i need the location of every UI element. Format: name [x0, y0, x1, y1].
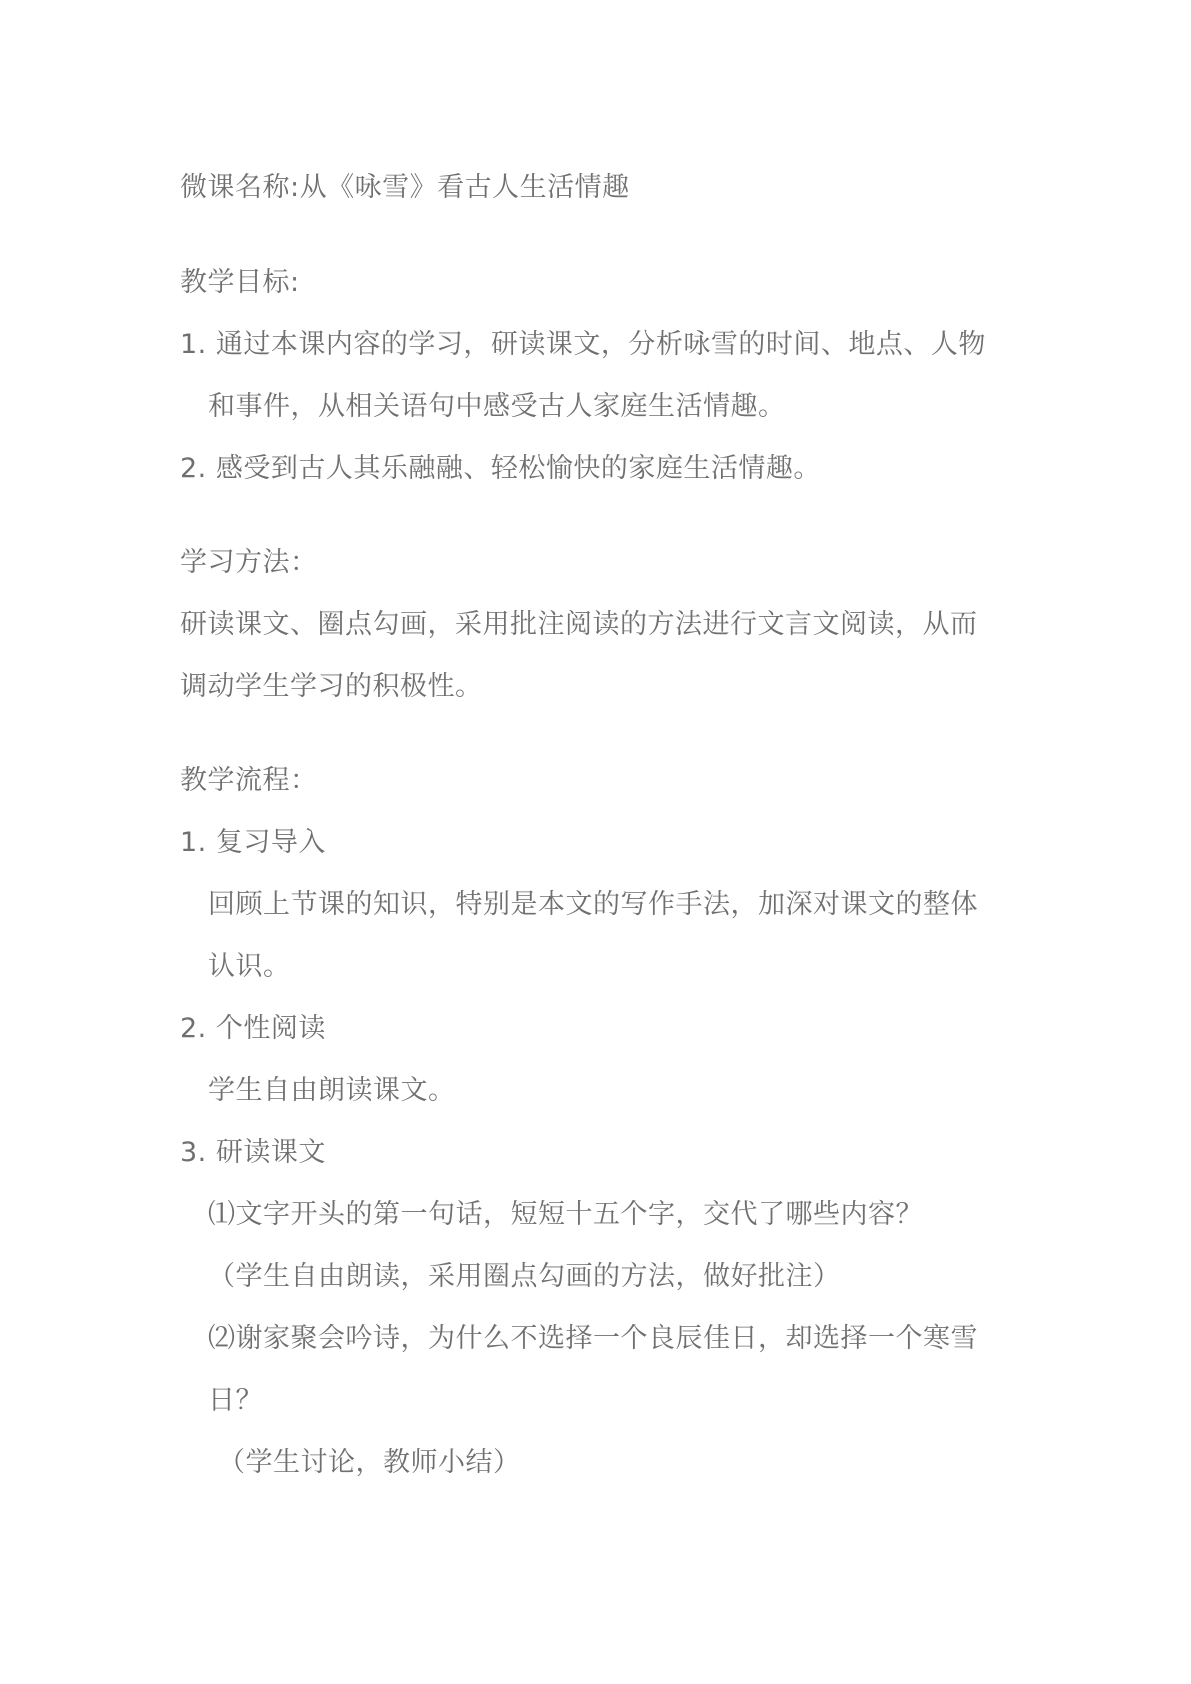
- question-2-note: （学生讨论，教师小结）: [218, 1447, 521, 1478]
- step-2-line-1: 学生自由朗读课文。: [208, 1075, 456, 1106]
- question-2-line-1: ⑵谢家聚会吟诗，为什么不选择一个良辰佳日，却选择一个寒雪: [208, 1323, 978, 1354]
- step-1-line-1: 回顾上节课的知识，特别是本文的写作手法，加深对课文的整体: [208, 889, 978, 920]
- question-2-line-2: 日？: [208, 1385, 263, 1416]
- goals-heading: 教学目标:: [180, 267, 300, 298]
- process-heading: 教学流程：: [180, 765, 318, 796]
- goal-1-line-1: 1. 通过本课内容的学习，研读课文，分析咏雪的时间、地点、人物: [180, 329, 986, 360]
- step-3-title: 3. 研读课文: [180, 1137, 326, 1168]
- step-2-title: 2. 个性阅读: [180, 1013, 326, 1044]
- step-1-line-2: 认识。: [208, 951, 291, 982]
- question-1-note: （学生自由朗读，采用圈点勾画的方法，做好批注）: [208, 1261, 841, 1292]
- goal-1-line-2: 和事件，从相关语句中感受古人家庭生活情趣。: [208, 391, 786, 422]
- method-heading: 学习方法：: [180, 547, 318, 578]
- lesson-title: 微课名称:从《咏雪》看古人生活情趣: [180, 172, 630, 203]
- goal-2: 2. 感受到古人其乐融融、轻松愉快的家庭生活情趣。: [180, 453, 821, 484]
- step-1-title: 1. 复习导入: [180, 827, 326, 858]
- question-1: ⑴文字开头的第一句话，短短十五个字，交代了哪些内容？: [208, 1199, 923, 1230]
- method-line-1: 研读课文、圈点勾画，采用批注阅读的方法进行文言文阅读，从而: [180, 609, 978, 640]
- method-line-2: 调动学生学习的积极性。: [180, 671, 483, 702]
